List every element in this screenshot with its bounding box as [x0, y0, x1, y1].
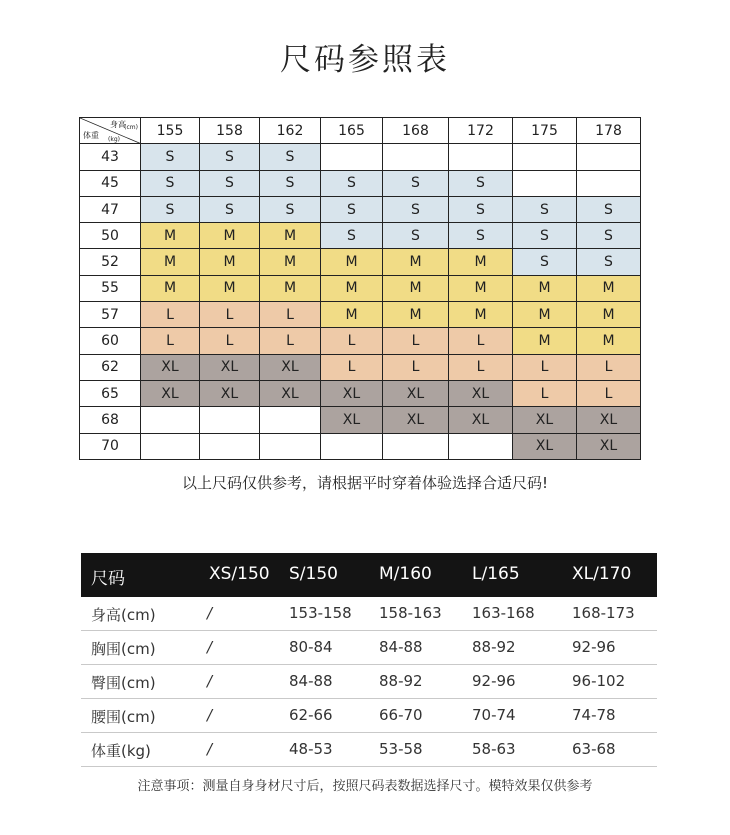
- measure-cell: 48-53: [289, 740, 333, 758]
- size-cell: M: [513, 302, 577, 328]
- size-cell: XL: [449, 407, 513, 433]
- height-header-cell: 175: [513, 118, 577, 144]
- size-cell: L: [321, 354, 383, 380]
- size-cell: [383, 433, 449, 459]
- size-cell: M: [321, 249, 383, 275]
- weight-cell: 52: [80, 249, 141, 275]
- size-cell: S: [200, 170, 260, 196]
- grid-corner-cell: [80, 118, 141, 144]
- size-cell: XL: [513, 433, 577, 459]
- size-cell: M: [321, 302, 383, 328]
- size-cell: S: [577, 196, 641, 222]
- size-cell: S: [383, 223, 449, 249]
- measure-cell: 腰围(cm): [91, 708, 156, 726]
- grid-note: 以上尺码仅供参考，请根据平时穿着体验选择合适尺码!: [181, 474, 549, 492]
- size-cell: M: [577, 275, 641, 301]
- size-cell: M: [383, 302, 449, 328]
- size-grid: [79, 117, 641, 460]
- size-cell: M: [260, 223, 321, 249]
- size-cell: M: [260, 249, 321, 275]
- grid-row: [80, 354, 641, 380]
- size-cell: L: [200, 302, 260, 328]
- corner-weight-label: 体重: [83, 131, 99, 141]
- size-cell: [141, 433, 200, 459]
- grid-row: [80, 196, 641, 222]
- size-cell: XL: [260, 354, 321, 380]
- size-cell: M: [513, 328, 577, 354]
- size-cell: S: [141, 196, 200, 222]
- weight-cell: 47: [80, 196, 141, 222]
- size-cell: S: [200, 196, 260, 222]
- size-cell: XL: [200, 354, 260, 380]
- size-cell: [321, 433, 383, 459]
- size-cell: L: [449, 328, 513, 354]
- height-header-cell: 158: [200, 118, 260, 144]
- size-cell: [260, 407, 321, 433]
- size-cell: M: [513, 275, 577, 301]
- size-cell: S: [321, 170, 383, 196]
- measure-cell: 66-70: [379, 706, 423, 724]
- measure-row: [81, 699, 657, 733]
- grid-row: [80, 223, 641, 249]
- measure-cell: 身高(cm): [91, 606, 156, 624]
- measure-header-cell: XL/170: [572, 564, 632, 584]
- size-cell: S: [449, 223, 513, 249]
- size-cell: S: [260, 196, 321, 222]
- size-cell: S: [383, 170, 449, 196]
- size-cell: M: [141, 249, 200, 275]
- measure-cell: 臀围(cm): [91, 674, 156, 692]
- measure-header-cell: M/160: [379, 564, 432, 584]
- size-cell: M: [383, 275, 449, 301]
- page-title: 尺码参照表: [280, 42, 450, 78]
- weight-cell: 60: [80, 328, 141, 354]
- measure-cell: 88-92: [379, 672, 423, 690]
- measure-cell: /: [207, 672, 213, 690]
- measurement-header: [81, 553, 657, 597]
- grid-row: [80, 249, 641, 275]
- measure-cell: 62-66: [289, 706, 333, 724]
- size-cell: [577, 144, 641, 170]
- size-cell: L: [141, 302, 200, 328]
- size-cell: XL: [513, 407, 577, 433]
- size-cell: XL: [449, 380, 513, 406]
- corner-weight-unit: (kg): [108, 136, 120, 144]
- measure-cell: /: [207, 638, 213, 656]
- size-cell: S: [577, 223, 641, 249]
- size-cell: S: [260, 144, 321, 170]
- measure-row: [81, 733, 657, 767]
- grid-row: [80, 275, 641, 301]
- measure-cell: 168-173: [572, 604, 635, 622]
- measure-cell: /: [207, 740, 213, 758]
- size-cell: M: [200, 275, 260, 301]
- height-header-cell: 178: [577, 118, 641, 144]
- size-cell: S: [383, 196, 449, 222]
- size-cell: L: [200, 328, 260, 354]
- measure-cell: 84-88: [289, 672, 333, 690]
- grid-row: [80, 407, 641, 433]
- grid-header-row: [80, 118, 641, 144]
- height-header-cell: 162: [260, 118, 321, 144]
- size-cell: M: [200, 223, 260, 249]
- measure-row: [81, 597, 657, 631]
- measure-cell: 80-84: [289, 638, 333, 656]
- size-cell: M: [141, 223, 200, 249]
- measure-header-cell: XS/150: [209, 564, 270, 584]
- size-cell: XL: [383, 380, 449, 406]
- measure-cell: 体重(kg): [91, 742, 151, 760]
- size-cell: M: [321, 275, 383, 301]
- measure-cell: 88-92: [472, 638, 516, 656]
- size-cell: [200, 433, 260, 459]
- measure-cell: 胸围(cm): [91, 640, 156, 658]
- weight-cell: 50: [80, 223, 141, 249]
- size-cell: L: [383, 354, 449, 380]
- measure-cell: 53-58: [379, 740, 423, 758]
- size-cell: [260, 433, 321, 459]
- size-cell: S: [141, 144, 200, 170]
- size-cell: M: [141, 275, 200, 301]
- size-cell: S: [141, 170, 200, 196]
- height-header-cell: 165: [321, 118, 383, 144]
- size-cell: [513, 144, 577, 170]
- weight-cell: 45: [80, 170, 141, 196]
- measure-cell: /: [207, 706, 213, 724]
- size-cell: [577, 170, 641, 196]
- size-cell: M: [577, 328, 641, 354]
- weight-cell: 65: [80, 380, 141, 406]
- size-cell: L: [577, 354, 641, 380]
- size-cell: S: [577, 249, 641, 275]
- weight-cell: 70: [80, 433, 141, 459]
- size-cell: M: [260, 275, 321, 301]
- size-cell: XL: [260, 380, 321, 406]
- size-cell: XL: [141, 380, 200, 406]
- grid-row: [80, 144, 641, 170]
- size-cell: M: [577, 302, 641, 328]
- size-cell: M: [449, 249, 513, 275]
- size-cell: L: [260, 328, 321, 354]
- size-cell: L: [141, 328, 200, 354]
- size-cell: L: [449, 354, 513, 380]
- size-cell: [449, 144, 513, 170]
- size-cell: XL: [577, 407, 641, 433]
- size-cell: S: [321, 196, 383, 222]
- size-cell: L: [383, 328, 449, 354]
- size-cell: [383, 144, 449, 170]
- size-cell: L: [513, 354, 577, 380]
- size-cell: M: [200, 249, 260, 275]
- size-cell: S: [449, 196, 513, 222]
- measure-header-cell: 尺码: [91, 569, 125, 589]
- measure-header-cell: L/165: [472, 564, 520, 584]
- size-cell: [200, 407, 260, 433]
- size-cell: M: [449, 302, 513, 328]
- grid-row: [80, 380, 641, 406]
- size-cell: M: [383, 249, 449, 275]
- size-cell: S: [260, 170, 321, 196]
- size-cell: M: [449, 275, 513, 301]
- size-cell: L: [577, 380, 641, 406]
- measure-cell: 74-78: [572, 706, 616, 724]
- measure-cell: 92-96: [572, 638, 616, 656]
- size-cell: [513, 170, 577, 196]
- corner-height-unit: (cm): [124, 124, 138, 131]
- size-cell: XL: [577, 433, 641, 459]
- measure-cell: 58-63: [472, 740, 516, 758]
- measure-cell: 84-88: [379, 638, 423, 656]
- weight-cell: 68: [80, 407, 141, 433]
- measure-header-cell: S/150: [289, 564, 338, 584]
- size-cell: XL: [200, 380, 260, 406]
- size-cell: [449, 433, 513, 459]
- weight-cell: 62: [80, 354, 141, 380]
- size-cell: S: [449, 170, 513, 196]
- size-cell: XL: [383, 407, 449, 433]
- weight-cell: 43: [80, 144, 141, 170]
- size-cell: XL: [321, 407, 383, 433]
- weight-cell: 57: [80, 302, 141, 328]
- size-cell: XL: [141, 354, 200, 380]
- size-cell: [321, 144, 383, 170]
- size-cell: S: [513, 223, 577, 249]
- grid-row: [80, 328, 641, 354]
- corner-height-label: 身高: [110, 120, 126, 129]
- size-cell: S: [321, 223, 383, 249]
- height-header-cell: 172: [449, 118, 513, 144]
- size-cell: XL: [321, 380, 383, 406]
- size-cell: L: [260, 302, 321, 328]
- measure-row: [81, 665, 657, 699]
- height-header-cell: 155: [141, 118, 200, 144]
- measurement-table: [81, 553, 657, 767]
- height-header-cell: 168: [383, 118, 449, 144]
- grid-row: [80, 170, 641, 196]
- size-cell: S: [200, 144, 260, 170]
- grid-row: [80, 433, 641, 459]
- size-cell: L: [321, 328, 383, 354]
- size-cell: [141, 407, 200, 433]
- measure-row: [81, 631, 657, 665]
- measure-cell: 70-74: [472, 706, 516, 724]
- weight-cell: 55: [80, 275, 141, 301]
- measure-cell: 158-163: [379, 604, 442, 622]
- measure-cell: 96-102: [572, 672, 626, 690]
- size-cell: S: [513, 196, 577, 222]
- measure-cell: 92-96: [472, 672, 516, 690]
- measure-cell: 163-168: [472, 604, 535, 622]
- size-cell: S: [513, 249, 577, 275]
- grid-row: [80, 302, 641, 328]
- measure-cell: 63-68: [572, 740, 616, 758]
- measure-cell: /: [207, 604, 213, 622]
- size-cell: L: [513, 380, 577, 406]
- measure-cell: 153-158: [289, 604, 352, 622]
- footer-note: 注意事项：测量自身身材尺寸后，按照尺码表数据选择尺寸。模特效果仅供参考: [137, 779, 593, 794]
